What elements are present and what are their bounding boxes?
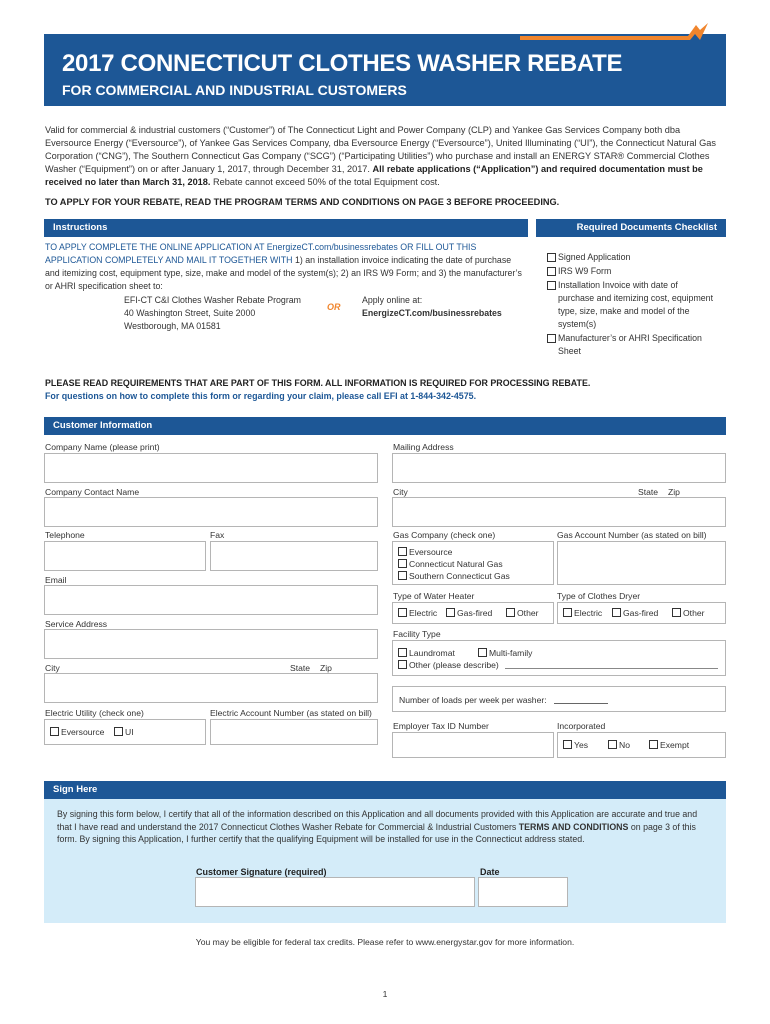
checkbox[interactable] (563, 608, 572, 617)
gas-company-label: Gas Company (check one) (393, 530, 496, 540)
checklist-item-label: IRS W9 Form (558, 266, 612, 276)
water-heater-label: Type of Water Heater (393, 591, 475, 601)
checklist-item-label: Signed Application (558, 252, 631, 262)
option-label: Eversource (61, 727, 105, 737)
gas-option-eversource[interactable] (398, 546, 510, 558)
company-name-field[interactable] (44, 453, 378, 483)
page-subtitle: FOR COMMERCIAL AND INDUSTRIAL CUSTOMERS (62, 82, 407, 98)
telephone-field[interactable] (44, 541, 206, 571)
facility-type-label: Facility Type (393, 629, 441, 639)
checkbox[interactable] (506, 608, 515, 617)
option-label: Exempt (660, 740, 690, 750)
sign-text-part2: on page 3 of this form. By signing this Application, I further certify that the qualifying Equipment will be installed for use in the Connecticut address stated. (57, 821, 696, 844)
instructions-rest: 1) an installation invoice indicating the date of purchase and itemizing cost, equipment type, size, make and model of the system(s); 2) an IRS W9 Form; and 3) the manufacturer’s or AHRI specification sheet to: (45, 255, 522, 291)
dryer-electric[interactable] (563, 608, 602, 618)
option-label: Other (683, 608, 705, 618)
email-field[interactable] (44, 585, 378, 615)
service-address-field[interactable] (44, 629, 378, 659)
dryer-other[interactable] (672, 608, 705, 618)
electric-account-field[interactable] (210, 719, 378, 745)
option-label: Other (517, 608, 539, 618)
checkbox[interactable] (398, 571, 407, 580)
address-line: Westborough, MA 01581 (124, 321, 221, 331)
instructions-heading: Instructions (44, 219, 528, 237)
tax-credit-note: You may be eligible for federal tax credits. Please refer to www.energystar.gov for more information. (195, 937, 575, 947)
checkbox[interactable] (672, 608, 681, 617)
checkbox[interactable] (608, 740, 617, 749)
questions-line: For questions on how to complete this form or regarding your claim, please call EFI at 1-844-342-4575. (45, 391, 477, 401)
option-label: No (619, 740, 630, 750)
facility-laundromat[interactable] (398, 648, 455, 658)
company-name-label: Company Name (please print) (45, 442, 160, 452)
checklist-item-label: Manufacturer’s or AHRI Specification Sheet (558, 333, 702, 356)
checklist-item[interactable] (547, 279, 727, 331)
dryer-label: Type of Clothes Dryer (557, 591, 641, 601)
fax-label: Fax (210, 530, 225, 540)
intro-paragraph (45, 124, 727, 189)
swoosh-graphic (520, 22, 710, 52)
incorporated-no[interactable] (608, 740, 630, 750)
gas-option-scg[interactable] (398, 570, 510, 582)
checkbox[interactable] (478, 648, 487, 657)
facility-other-line[interactable] (505, 668, 718, 669)
instructions-text (45, 241, 527, 293)
service-city-label: City (45, 663, 60, 673)
checklist-item-label: Installation Invoice with date of purchase and itemizing cost, equipment type, size, make and model of the system(s) (558, 280, 714, 329)
option-label: Eversource (409, 547, 453, 557)
mailing-address-block (124, 294, 324, 333)
fax-field[interactable] (210, 541, 378, 571)
checkbox[interactable] (547, 334, 556, 343)
mailing-address-label: Mailing Address (393, 442, 454, 452)
telephone-label: Telephone (45, 530, 85, 540)
mailing-state-label: State (638, 487, 659, 497)
terms-link: TERMS AND CONDITIONS (518, 821, 629, 832)
contact-name-field[interactable] (44, 497, 378, 527)
page-number: 1 (382, 989, 388, 999)
facility-other[interactable] (398, 660, 499, 670)
option-label: Yes (574, 740, 589, 750)
apply-online-label: Apply online at: (362, 295, 423, 305)
electric-utility-label: Electric Utility (check one) (45, 708, 144, 718)
option-label: Multi-family (489, 648, 533, 658)
checkbox[interactable] (547, 253, 556, 262)
requirements-line: PLEASE READ REQUIREMENTS THAT ARE PART OF THIS FORM. ALL INFORMATION IS REQUIRED FOR PROCESSING REBATE. (45, 378, 591, 388)
or-separator: OR (327, 302, 341, 312)
checklist-item[interactable] (547, 251, 727, 264)
checkbox[interactable] (398, 660, 407, 669)
checkbox[interactable] (563, 740, 572, 749)
option-label: Gas-fired (457, 608, 493, 618)
option-label: UI (125, 727, 134, 737)
checkbox[interactable] (398, 608, 407, 617)
contact-name-label: Company Contact Name (45, 487, 140, 497)
electric-utility-eversource[interactable] (50, 727, 104, 737)
gas-option-cng[interactable] (398, 558, 510, 570)
option-label: Gas-fired (623, 608, 659, 618)
facility-type-box (392, 640, 726, 676)
checkbox[interactable] (398, 648, 407, 657)
checkbox[interactable] (547, 267, 556, 276)
electric-utility-ui[interactable] (114, 727, 134, 737)
checkbox[interactable] (398, 559, 407, 568)
water-heater-gas[interactable] (446, 608, 492, 618)
date-label: Date (480, 867, 500, 877)
gas-account-label: Gas Account Number (as stated on bill) (557, 530, 707, 540)
address-line: EFI-CT C&I Clothes Washer Rebate Program (124, 295, 301, 305)
intro-tail: Rebate cannot exceed 50% of the total Equipment cost. (210, 177, 440, 187)
option-label: Electric (574, 608, 603, 618)
water-heater-other[interactable] (506, 608, 539, 618)
email-label: Email (45, 575, 67, 585)
mailing-zip-label: Zip (668, 487, 680, 497)
option-label: Electric (409, 608, 438, 618)
sign-text-part1: By signing this form below, I certify that all of the information described on this Application and all documents provided with this Application are accurate and true and that I have read and understand the 2017 Connecticut Clothes Washer Rebate for Commercial & Industrial Customers (57, 809, 698, 832)
facility-multifamily[interactable] (478, 648, 532, 658)
gas-company-options (398, 546, 510, 582)
mailing-address-field[interactable] (392, 453, 726, 483)
incorporated-yes[interactable] (563, 740, 588, 750)
checklist-heading: Required Documents Checklist (536, 219, 726, 237)
mailing-city-label: City (393, 487, 408, 497)
loads-label: Number of loads per week per washer: (399, 695, 547, 705)
electric-account-label: Electric Account Number (as stated on bill) (210, 708, 372, 718)
date-field[interactable] (478, 877, 568, 907)
service-address-label: Service Address (45, 619, 108, 629)
signature-label: Customer Signature (required) (196, 867, 327, 877)
customer-info-heading: Customer Information (44, 417, 726, 435)
checklist-item[interactable] (547, 265, 727, 278)
checklist-item[interactable] (547, 332, 727, 358)
service-city-state-zip-field[interactable] (44, 673, 378, 703)
gas-account-field[interactable] (557, 541, 726, 585)
checkbox[interactable] (547, 281, 556, 290)
option-label: Southern Connecticut Gas (409, 571, 510, 581)
water-heater-electric[interactable] (398, 608, 437, 618)
mailing-city-state-zip-field[interactable] (392, 497, 726, 527)
employer-tax-field[interactable] (392, 732, 554, 758)
dryer-gas[interactable] (612, 608, 658, 618)
checkbox[interactable] (446, 608, 455, 617)
signature-field[interactable] (195, 877, 475, 907)
checkbox[interactable] (612, 608, 621, 617)
checkbox[interactable] (398, 547, 407, 556)
option-label: Laundromat (409, 648, 455, 658)
option-label: Other (please describe) (409, 660, 499, 670)
service-zip-label: Zip (320, 663, 332, 673)
incorporated-exempt[interactable] (649, 740, 689, 750)
service-state-label: State (290, 663, 311, 673)
intro-deadline: All rebate applications (“Application”) and required documentation must be received no later than March 31, 2018. (45, 164, 703, 187)
address-line: 40 Washington Street, Suite 2000 (124, 308, 256, 318)
sign-heading: Sign Here (44, 781, 726, 799)
intro-text: Valid for commercial & industrial customers (“Customer”) of The Connecticut Light and Power Company (CLP) and Yankee Gas Services Company both dba Eversource Energy (“Eversource”), of Yankee Gas Services Company, dba Eversource Energy (“Eversource”), United Illuminating (“UI”), the Connecticut Natural Gas Corporation (“CNG”), The Southern Connecticut Gas Company (“SCG”) (“Participating Utilities”) who purchase and install an ENERGY STAR® Commercial Clothes Washer (“Equipment”) on or after January 1, 2017, through December 31, 2017. (45, 125, 716, 174)
checkbox[interactable] (649, 740, 658, 749)
apply-online-link[interactable]: EnergizeCT.com/businessrebates (362, 308, 502, 318)
apply-note: TO APPLY FOR YOUR REBATE, READ THE PROGRAM TERMS AND CONDITIONS ON PAGE 3 BEFORE PROCEEDING. (45, 197, 560, 207)
loads-field[interactable] (554, 703, 608, 704)
page-title: 2017 CONNECTICUT CLOTHES WASHER REBATE (62, 50, 623, 77)
checkbox[interactable] (114, 727, 123, 736)
option-label: Connecticut Natural Gas (409, 559, 503, 569)
incorporated-label: Incorporated (557, 721, 606, 731)
checklist (547, 251, 727, 358)
sign-certification-text (57, 808, 699, 846)
checkbox[interactable] (50, 727, 59, 736)
employer-tax-label: Employer Tax ID Number (393, 721, 489, 731)
instructions-lead: TO APPLY COMPLETE THE ONLINE APPLICATION AT EnergizeCT.com/businessrebates OR FILL OUT THIS APPLICATION COMPLETELY AND MAIL IT TOGETHER WITH (45, 242, 477, 265)
